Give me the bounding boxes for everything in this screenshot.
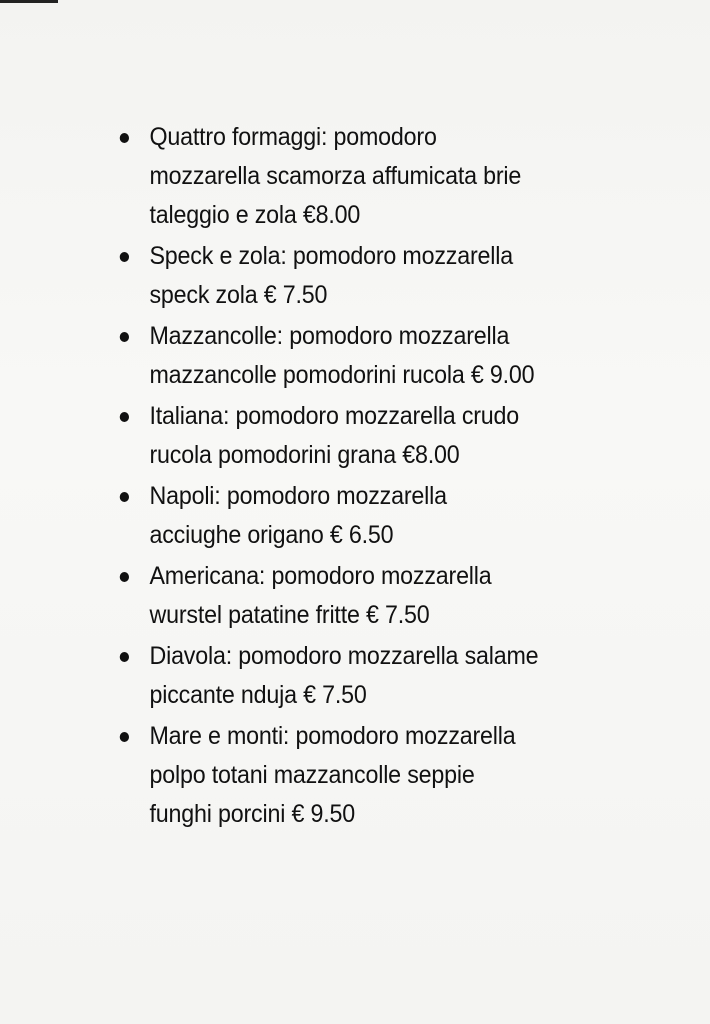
item-line: Diavola: pomodoro mozzarella salame bbox=[149, 642, 539, 670]
page-edge-shadow bbox=[0, 0, 58, 3]
pizza-menu-list bbox=[116, 118, 676, 836]
item-line: Quattro formaggi: pomodoro bbox=[149, 123, 437, 151]
item-line: acciughe origano € 6.50 bbox=[149, 521, 394, 549]
list-item bbox=[116, 717, 707, 834]
item-line: polpo totani mazzancolle seppie bbox=[149, 761, 475, 789]
item-line: mozzarella scamorza affumicata brie bbox=[149, 162, 522, 190]
bullet-icon bbox=[120, 412, 129, 422]
item-line: Italiana: pomodoro mozzarella crudo bbox=[149, 402, 520, 430]
bullet-icon bbox=[120, 572, 129, 582]
item-line: wurstel patatine fritte € 7.50 bbox=[149, 601, 430, 629]
item-line: funghi porcini € 9.50 bbox=[149, 800, 355, 828]
item-line: Speck e zola: pomodoro mozzarella bbox=[149, 242, 513, 270]
bullet-icon bbox=[120, 332, 129, 342]
list-item bbox=[116, 637, 707, 715]
item-line: speck zola € 7.50 bbox=[149, 281, 328, 309]
bullet-icon bbox=[120, 492, 129, 502]
list-item bbox=[116, 237, 707, 315]
item-line: rucola pomodorini grana €8.00 bbox=[149, 441, 460, 469]
bullet-icon bbox=[120, 133, 129, 143]
list-item bbox=[116, 557, 707, 635]
list-item bbox=[116, 397, 707, 475]
item-line: taleggio e zola €8.00 bbox=[149, 201, 361, 229]
bullet-icon bbox=[120, 732, 129, 742]
item-line: Mazzancolle: pomodoro mozzarella bbox=[149, 322, 510, 350]
item-line: Napoli: pomodoro mozzarella bbox=[149, 482, 447, 510]
list-item bbox=[116, 477, 707, 555]
list-item bbox=[116, 118, 707, 235]
item-line: Mare e monti: pomodoro mozzarella bbox=[149, 722, 516, 750]
item-line: mazzancolle pomodorini rucola € 9.00 bbox=[149, 361, 535, 389]
item-line: piccante nduja € 7.50 bbox=[149, 681, 367, 709]
bullet-icon bbox=[120, 652, 129, 662]
item-line: Americana: pomodoro mozzarella bbox=[149, 562, 492, 590]
bullet-icon bbox=[120, 252, 129, 262]
list-item bbox=[116, 317, 707, 395]
